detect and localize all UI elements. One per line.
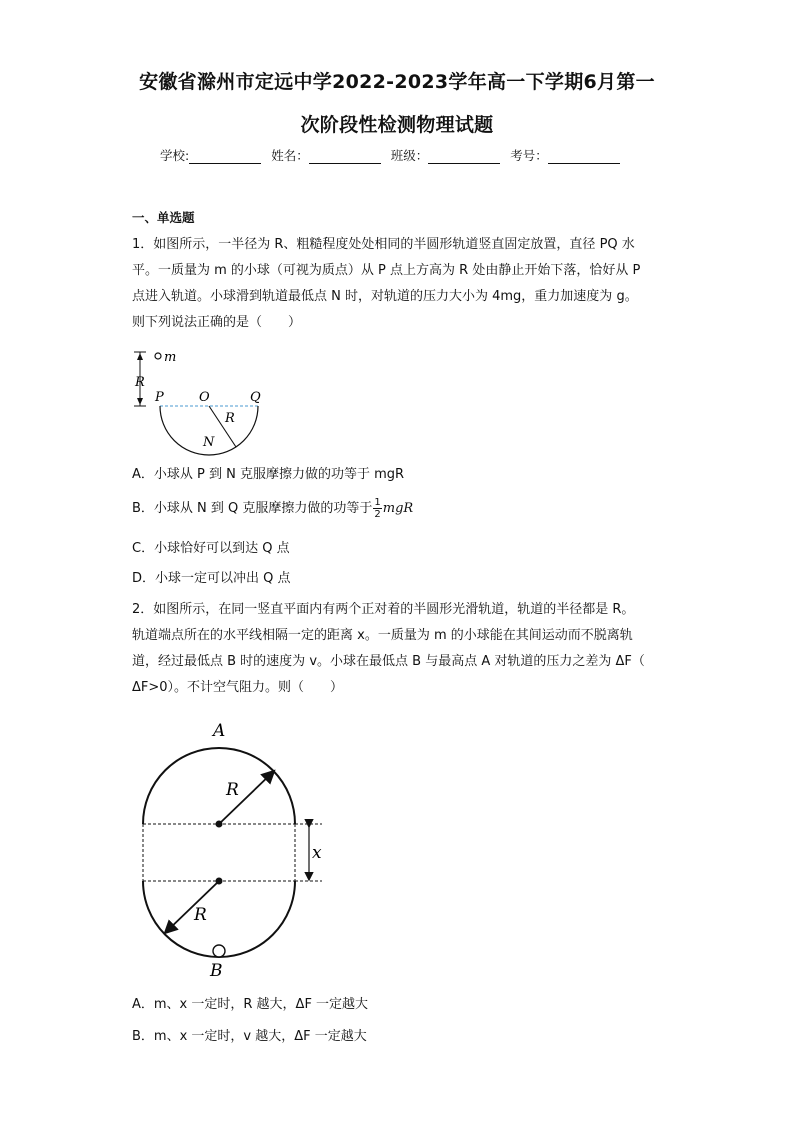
q2-fig-x: x (312, 843, 322, 863)
q2-line3: 道，经过最低点 B 时的速度为 v。小球在最低点 B 与最高点 A 对轨道的压力之差为 ΔF（ (132, 654, 645, 669)
q1-fig-o: O (199, 390, 210, 405)
fraction-num: 1 (374, 497, 381, 508)
name-label: 姓名： (271, 148, 309, 163)
exam-title-line2: 次阶段性检测物理试题 (300, 114, 494, 136)
q1-line4: 则下列说法正确的是（ ） (132, 315, 302, 330)
q2-fig-a: A (213, 721, 226, 741)
q1-option-b[interactable] (132, 497, 413, 520)
student-info-row (160, 146, 626, 164)
q1-fig-r-inner: R (225, 411, 235, 426)
q2-fig-b: B (210, 961, 223, 980)
q1-line3: 点进入轨道。小球滑到轨道最低点 N 时，对轨道的压力大小为 4mg，重力加速度为 g。 (132, 289, 638, 304)
q1-option-b-mgr: mgR (382, 501, 414, 516)
exam-no-blank[interactable] (548, 151, 620, 164)
school-label: 学校: (160, 148, 190, 163)
q1-option-a[interactable]: A．小球从 P 到 N 克服摩擦力做的功等于 mgR (132, 467, 405, 482)
arrow-up-icon (137, 353, 143, 360)
q1-fig-p: P (155, 390, 164, 405)
lower-radius-arrow (166, 881, 219, 932)
q2-option-b[interactable]: B．m、x 一定时，v 越大，ΔF 一定越大 (132, 1029, 367, 1044)
upper-semicircle-track (143, 748, 295, 824)
q1-fig-n: N (203, 435, 215, 450)
exam-no-label: 考号： (510, 148, 548, 163)
fraction-half (373, 497, 381, 520)
q1-option-d[interactable]: D．小球一定可以冲出 Q 点 (132, 571, 291, 586)
q1-option-c[interactable]: C．小球恰好可以到达 Q 点 (132, 541, 290, 556)
q1-option-b-text: B．小球从 N 到 Q 克服摩擦力做的功等于 (132, 501, 373, 516)
name-blank[interactable] (309, 151, 381, 164)
class-label: 班级： (390, 148, 429, 163)
section-title: 一、单选题 (132, 210, 195, 225)
fraction-den: 2 (374, 509, 381, 520)
q1-fig-q: Q (250, 390, 261, 405)
q2-option-a[interactable]: A．m、x 一定时，R 越大，ΔF 一定越大 (132, 997, 369, 1012)
q1-fig-m: m (164, 350, 177, 365)
q2-line2: 轨道端点所在的水平线相隔一定的距离 x。一质量为 m 的小球能在其间运动而不脱离轨 (132, 628, 633, 643)
exam-title-line1: 安徽省滁州市定远中学2022-2023学年高一下学期6月第一 (139, 71, 655, 93)
class-blank[interactable] (428, 151, 500, 164)
q1-fig-r-top: R (135, 375, 145, 390)
arrow-down-icon (137, 398, 143, 405)
q2-line1: 2．如图所示，在同一竖直平面内有两个正对着的半圆形光滑轨道，轨道的半径都是 R。 (132, 602, 635, 617)
q1-line2: 平。一质量为 m 的小球（可视为质点）从 P 点上方高为 R 处由静止开始下落，恰好从 P (132, 263, 641, 278)
ball-icon (155, 353, 161, 359)
q2-line4: ΔF>0）。不计空气阻力。则（ ） (132, 680, 344, 695)
school-blank[interactable] (189, 151, 261, 164)
q2-fig-r-bottom: R (194, 905, 207, 925)
q2-fig-r-top: R (226, 780, 239, 800)
q2-figure (130, 718, 330, 980)
q1-line1: 1．如图所示，一半径为 R、粗糙程度处处相同的半圆形轨道竖直固定放置，直径 PQ 水 (132, 237, 635, 252)
q1-figure (130, 348, 280, 456)
ball-icon (213, 945, 225, 957)
